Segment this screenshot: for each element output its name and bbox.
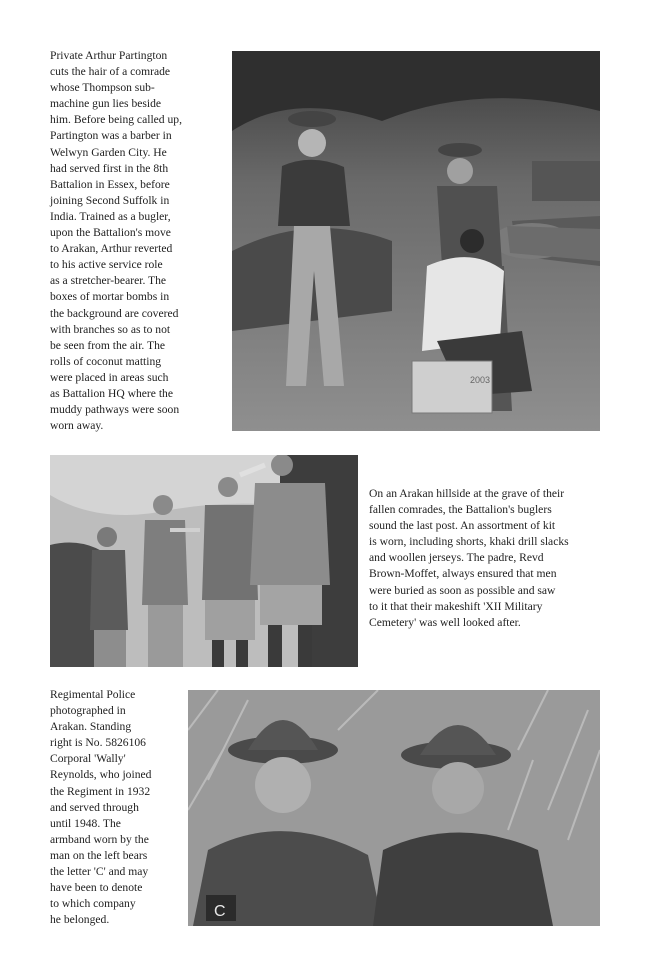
caption-police: Regimental Police photographed in Arakan. Standing right is No. 5826106 Corporal 'Wally' Reynolds, who joined the Regiment in 1932 and served through until 1948. The armband worn by the man on the left bears the letter 'C' and may have been to denote to which company he belonged. [50, 688, 152, 927]
photo-haircut [232, 51, 600, 431]
armband-letter: C [214, 903, 226, 920]
photo-regimental-police [188, 690, 600, 926]
caption-buglers: On an Arakan hillside at the grave of their fallen comrades, the Battalion's buglers sound the last post. An assortment of kit is worn, including shorts, khaki drill slacks and woollen jerseys. The padre, Revd Brown-Moffet, always ensured that men were buried as soon as possible and saw to it that their makeshift 'XII Military Cemetery' was well looked after. [369, 487, 569, 629]
photo-buglers [50, 455, 358, 667]
caption-partington: Private Arthur Partington cuts the hair of a comrade whose Thompson sub- machine gun lies beside him. Before being called up, Partington was a barber in Welwyn Garden City. He had served first in the 8th Battalion in Essex, before joining Second Suffolk in India. Trained as a bugler, upon the Battalion's move to Arakan, Arthur reverted to his active service role as a stretcher-bearer. The boxes of mortar bombs in the background are covered with branches so as to not be seen from the air. The rolls of coconut matting were placed in areas such as Battalion HQ where the muddy pathways were soon worn away. [50, 49, 182, 433]
box-label: 2003 [470, 375, 491, 385]
